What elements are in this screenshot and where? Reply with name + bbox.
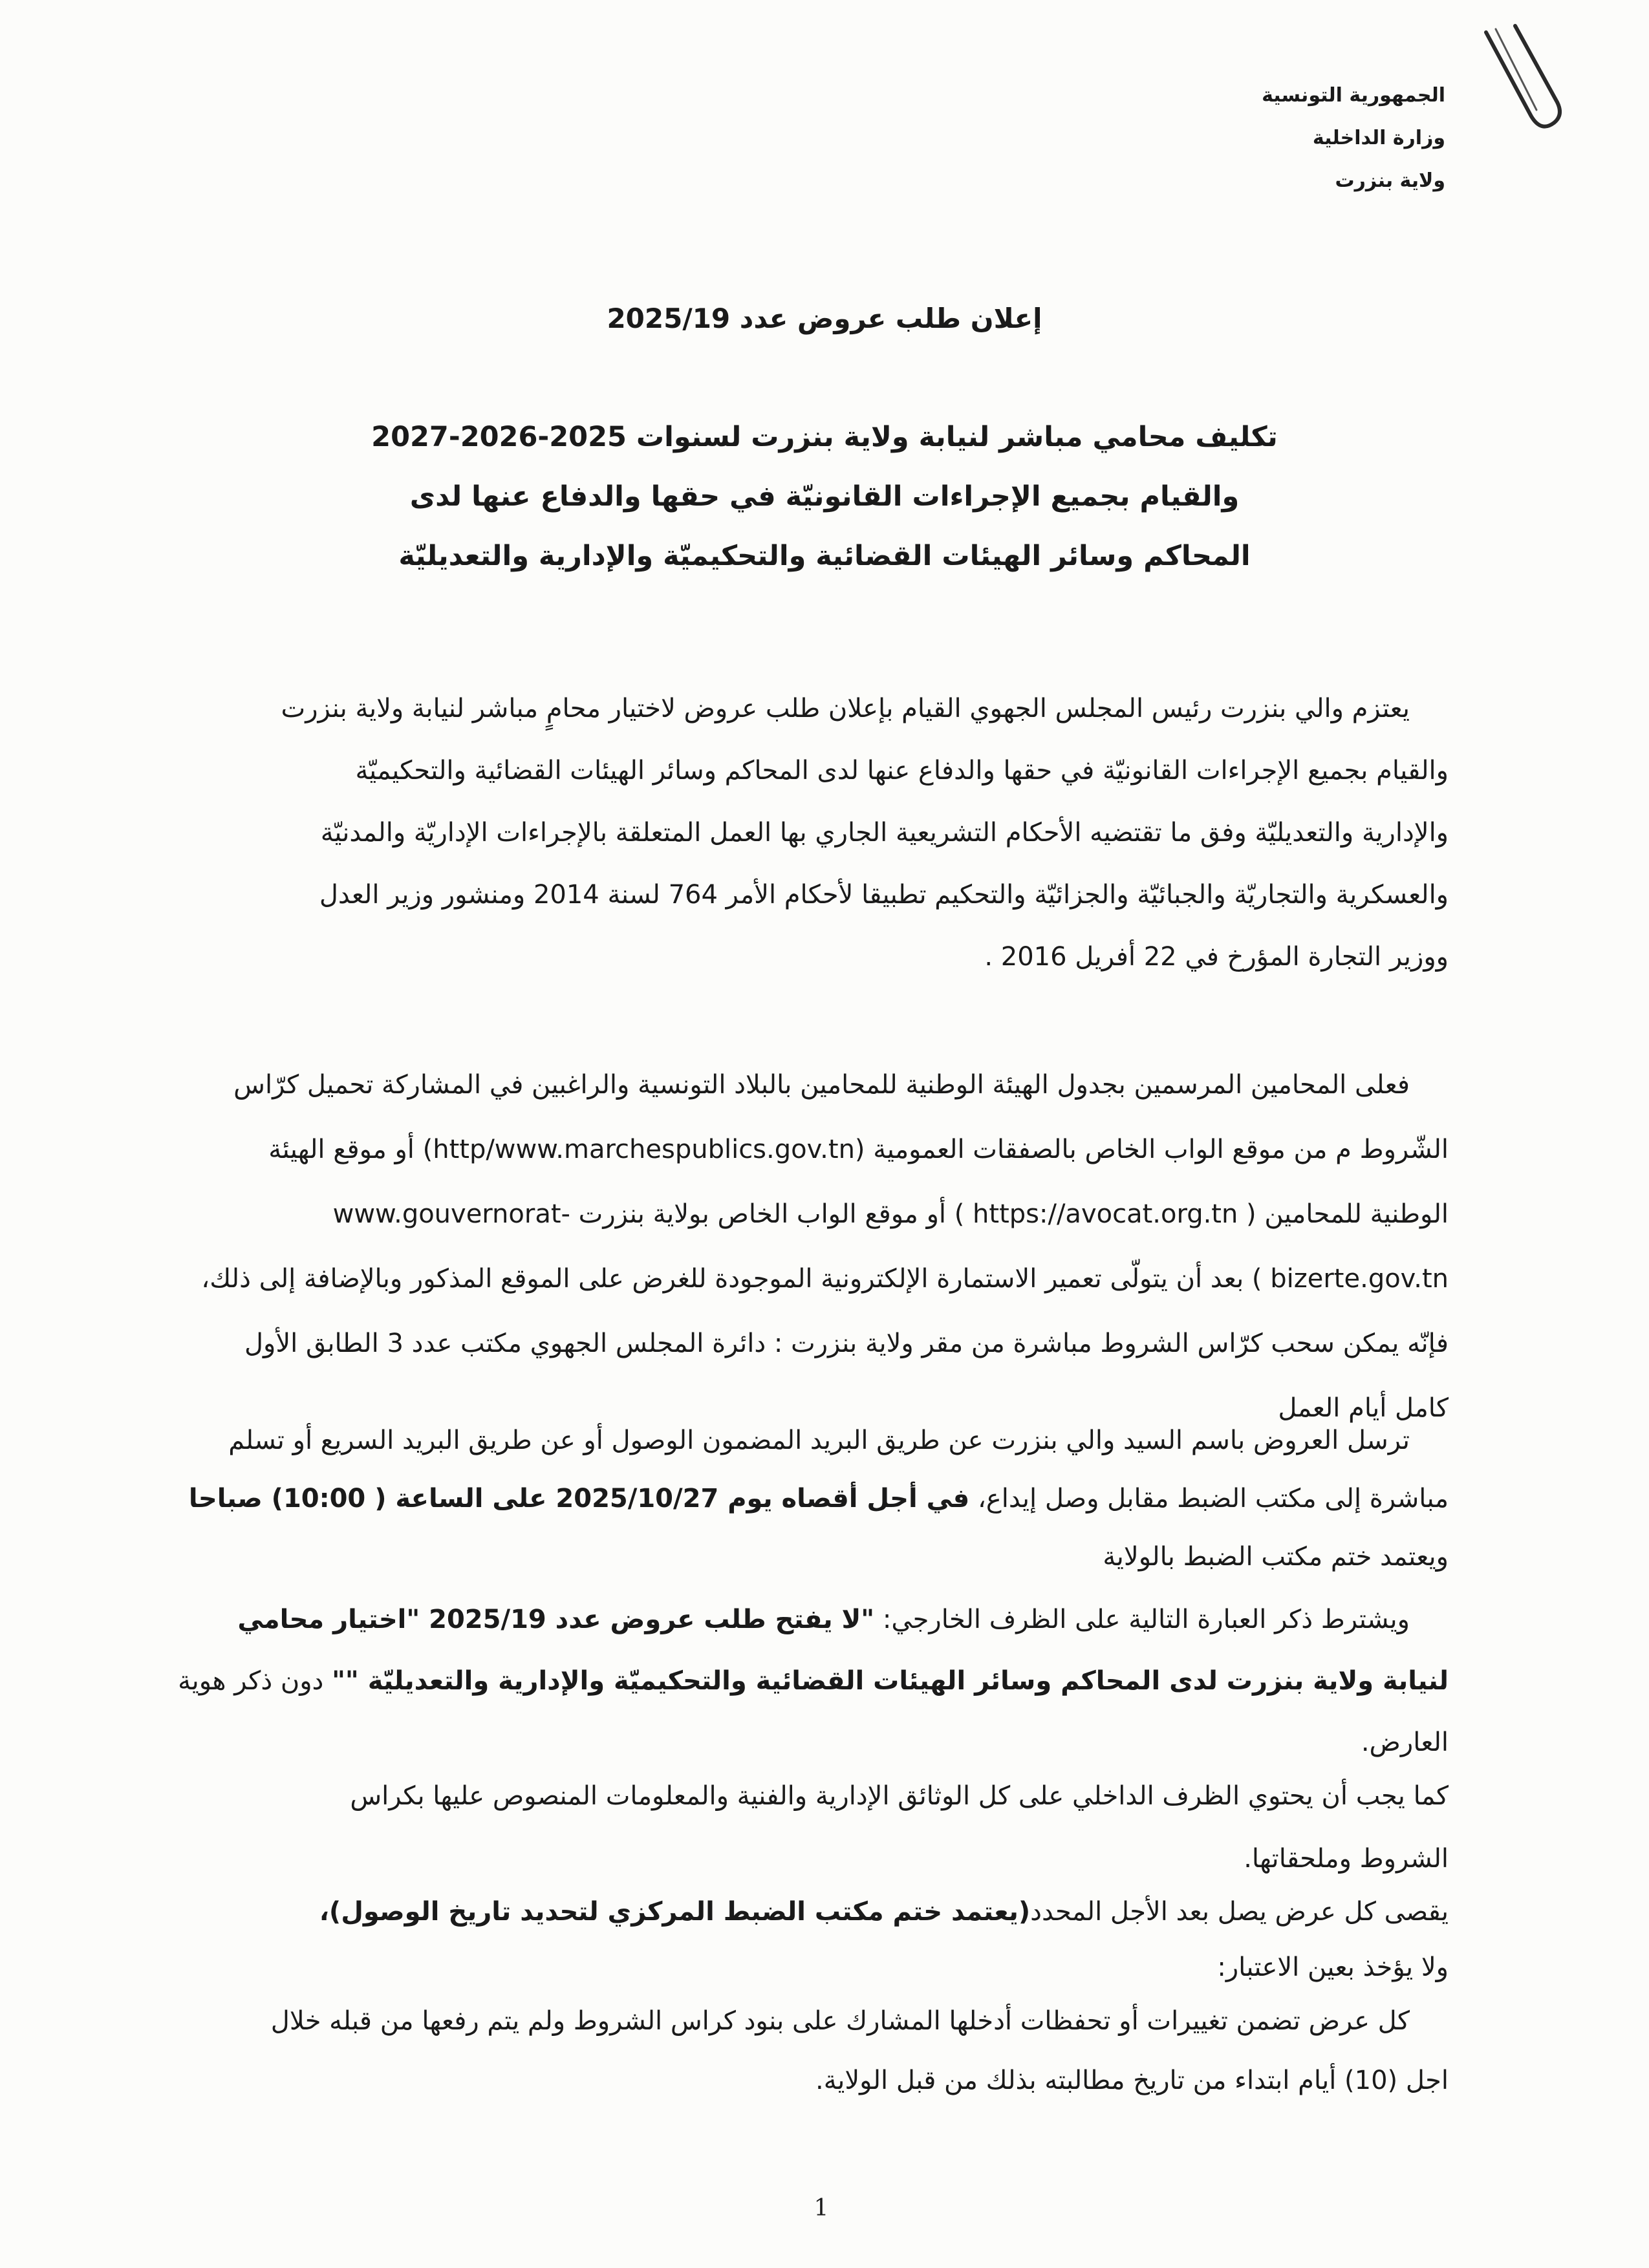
envelope-mention: "لا يفتح طلب عروض عدد 2025/19 "اختيار محامي	[237, 1605, 875, 1634]
governorate-name: ولاية بنزرت	[1335, 169, 1445, 192]
paragraph-intro	[149, 678, 1449, 988]
contents-line: كما يجب أن يحتوي الظرف الداخلي على كل الوثائق الإدارية والفنية والمعلومات المنصوص عليها بكراس	[350, 1781, 1449, 1811]
download-line: الشّروط م من موقع الواب الخاص بالصفقات العمومية (http/www.marchespublics.gov.tn) أو موقع الهيئة	[268, 1135, 1449, 1164]
submission-line: ترسل العروض باسم السيد والي بنزرت عن طريق البريد المضمون الوصول أو عن طريق البريد السريع أو تسلم	[228, 1426, 1410, 1455]
letterhead	[1057, 74, 1445, 202]
subject-line-1: تكليف محامي مباشر لنيابة ولاية بنزرت لسنوات 2025-2026-2027	[371, 421, 1278, 453]
envelope-text: ويشترط ذكر العبارة التالية على الظرف الخارجي:	[874, 1605, 1410, 1634]
ministry-name: وزارة الداخلية	[1312, 127, 1445, 149]
download-line: الوطنية للمحامين ( https://avocat.org.tn ) أو موقع الواب الخاص بولاية بنزرت -www.gouvernorat	[332, 1199, 1449, 1229]
paragraph-not-considered: ولا يؤخذ بعين الاعتبار:	[1217, 1952, 1449, 1982]
envelope-line	[149, 1589, 1449, 1651]
submission-line	[149, 1470, 1449, 1528]
paragraph-submission	[149, 1411, 1449, 1586]
intro-line: والعسكرية والتجاريّة والجبائيّة والجزائيّة والتحكيم تطبيقا لأحكام الأمر 764 لسنة 2014 ومنشور وزير العدل	[319, 880, 1449, 910]
paragraph-exclusion	[149, 1883, 1449, 1941]
announcement-subject	[194, 407, 1455, 586]
paperclip-icon	[1460, 19, 1564, 142]
subject-line-3: المحاكم وسائر الهيئات القضائية والتحكيميّة والإدارية والتعديليّة	[398, 540, 1251, 572]
download-line: فعلى المحامين المرسمين بجدول الهيئة الوطنية للمحامين بالبلاد التونسية والراغبين في المشاركة تحميل كرّاس	[233, 1070, 1410, 1100]
submission-line: ويعتمد ختم مكتب الضبط بالولاية	[1103, 1542, 1449, 1572]
paragraph-contents	[149, 1765, 1449, 1890]
envelope-line: العارض.	[1361, 1728, 1449, 1757]
download-line: bizerte.gov.tn ) بعد أن يتولّى تعمير الاستمارة الإلكترونية الموجودة للغرض على الموقع المذكور وبالإضافة إلى ذلك،	[201, 1264, 1449, 1294]
download-line: كامل أيام العمل	[1278, 1393, 1449, 1423]
paragraph-envelope	[149, 1589, 1449, 1773]
paragraph-download	[149, 1053, 1449, 1440]
envelope-line	[149, 1651, 1449, 1712]
country-name: الجمهورية التونسية	[1262, 84, 1445, 107]
intro-line: والإدارية والتعديليّة وفق ما تقتضيه الأحكام التشريعية الجاري بها العمل المتعلقة بالإجراءات الإداريّة والمدنيّة	[320, 818, 1449, 848]
exclusion-text: يقصى كل عرض يصل بعد الأجل المحدد	[1030, 1897, 1449, 1927]
intro-line: ووزير التجارة المؤرخ في 22 أفريل 2016 .	[984, 942, 1449, 972]
announcement-title: إعلان طلب عروض عدد 2025/19	[607, 303, 1042, 334]
exclusion-note: (يعتمد ختم مكتب الضبط المركزي لتحديد تاريخ الوصول)،	[319, 1897, 1031, 1927]
envelope-mention: لنيابة ولاية بنزرت لدى المحاكم وسائر الهيئات القضائية والتحكيميّة والإدارية والتعديليّة ""	[332, 1666, 1449, 1696]
reservations-line: كل عرض تضمن تغييرات أو تحفظات أدخلها المشارك على بنود كراس الشروط ولم يتم رفعها من قبله خلال	[270, 2006, 1410, 2036]
submission-text: مباشرة إلى مكتب الضبط مقابل وصل إيداع،	[969, 1484, 1449, 1514]
deadline-text: في أجل أقصاه يوم 2025/10/27 على الساعة ( 10:00) صباحا	[188, 1484, 970, 1514]
envelope-text: دون ذكر هوية	[178, 1666, 332, 1696]
reservations-line: اجل (10) أيام ابتداء من تاريخ مطالبته بذلك من قبل الولاية.	[815, 2066, 1449, 2095]
subject-line-2: والقيام بجميع الإجراءات القانونيّة في حقها والدفاع عنها لدى	[409, 480, 1240, 513]
intro-line: يعتزم والي بنزرت رئيس المجلس الجهوي القيام بإعلان طلب عروض لاختيار محامٍ مباشر لنيابة ولاية بنزرت	[281, 694, 1410, 723]
contents-line: الشروط وملحقاتها.	[1244, 1844, 1449, 1874]
download-line: فإنّه يمكن سحب كرّاس الشروط مباشرة من مقر ولاية بنزرت : دائرة المجلس الجهوي مكتب عدد 3 الطابق الأول	[244, 1329, 1449, 1358]
intro-line: والقيام بجميع الإجراءات القانونيّة في حقها والدفاع عنها لدى المحاكم وسائر الهيئات القضائية والتحكيميّة	[355, 756, 1449, 786]
page-number: 1	[814, 2195, 829, 2221]
paragraph-reservations	[149, 1991, 1449, 2110]
